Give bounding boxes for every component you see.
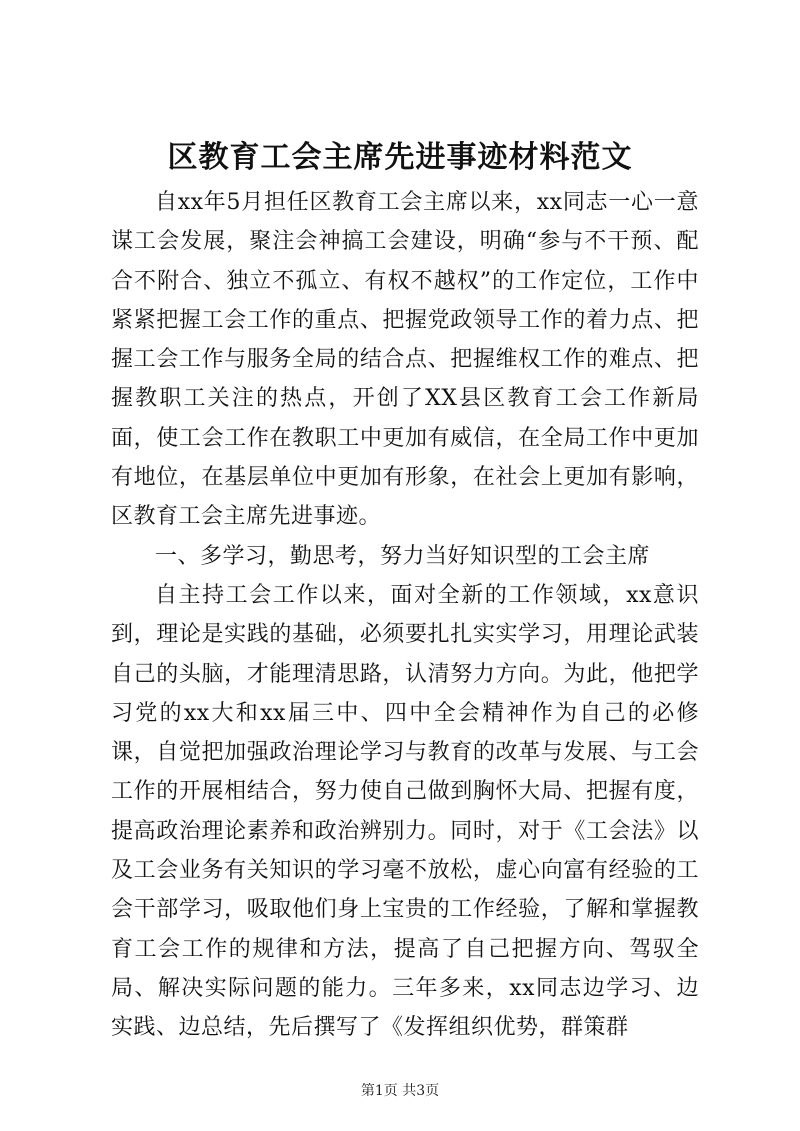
paragraph: 自xx年5月担任区教育工会主席以来，xx同志一心一意谋工会发展，聚注会神搞工会建设，明确“参与不干预、配合不附合、独立不孤立、有权不越权”的工作定位，工作中紧紧把握工会工作的重点、把握党政领导工作的着力点、把握工会工作与服务全局的结合点、把握维权工作的难点、把握教职工关注的热点，开创了XX县区教育工会工作新局面，使工会工作在教职工中更加有威信，在全局工作中更加有地位，在基层单位中更加有形象，在社会上更加有影响，区教育工会主席先进事迹。 <box>111 190 699 530</box>
paragraph: 自主持工会工作以来，面对全新的工作领域，xx意识到，理论是实践的基础，必须要扎扎实实学习，用理论武装自己的头脑，才能理清思路，认清努力方向。为此，他把学习党的xx大和xx届三中、四中全会精神作为自己的必修课，自觉把加强政治理论学习与教育的改革与发展、与工会工作的开展相结合，努力使自己做到胸怀大局、把握有度，提高政治理论素养和政治辨别力。同时，对于《工会法》以及工会业务有关知识的学习毫不放松，虚心向富有经验的工会干部学习，吸取他们身上宝贵的工作经验，了解和掌握教育工会工作的规律和方法，提高了自己把握方向、驾驭全局、解决实际问题的能力。三年多来，xx同志边学习、边实践、边总结，先后撰写了《发挥组织优势，群策群 <box>111 582 699 1041</box>
page-number: 第1页 共3页 <box>360 1083 440 1099</box>
document-title: 区教育工会主席先进事迹材料范文 <box>167 140 633 175</box>
document-body <box>111 183 699 1048</box>
section-heading: 一、多学习，勤思考，努力当好知识型的工会主席 <box>155 543 651 569</box>
